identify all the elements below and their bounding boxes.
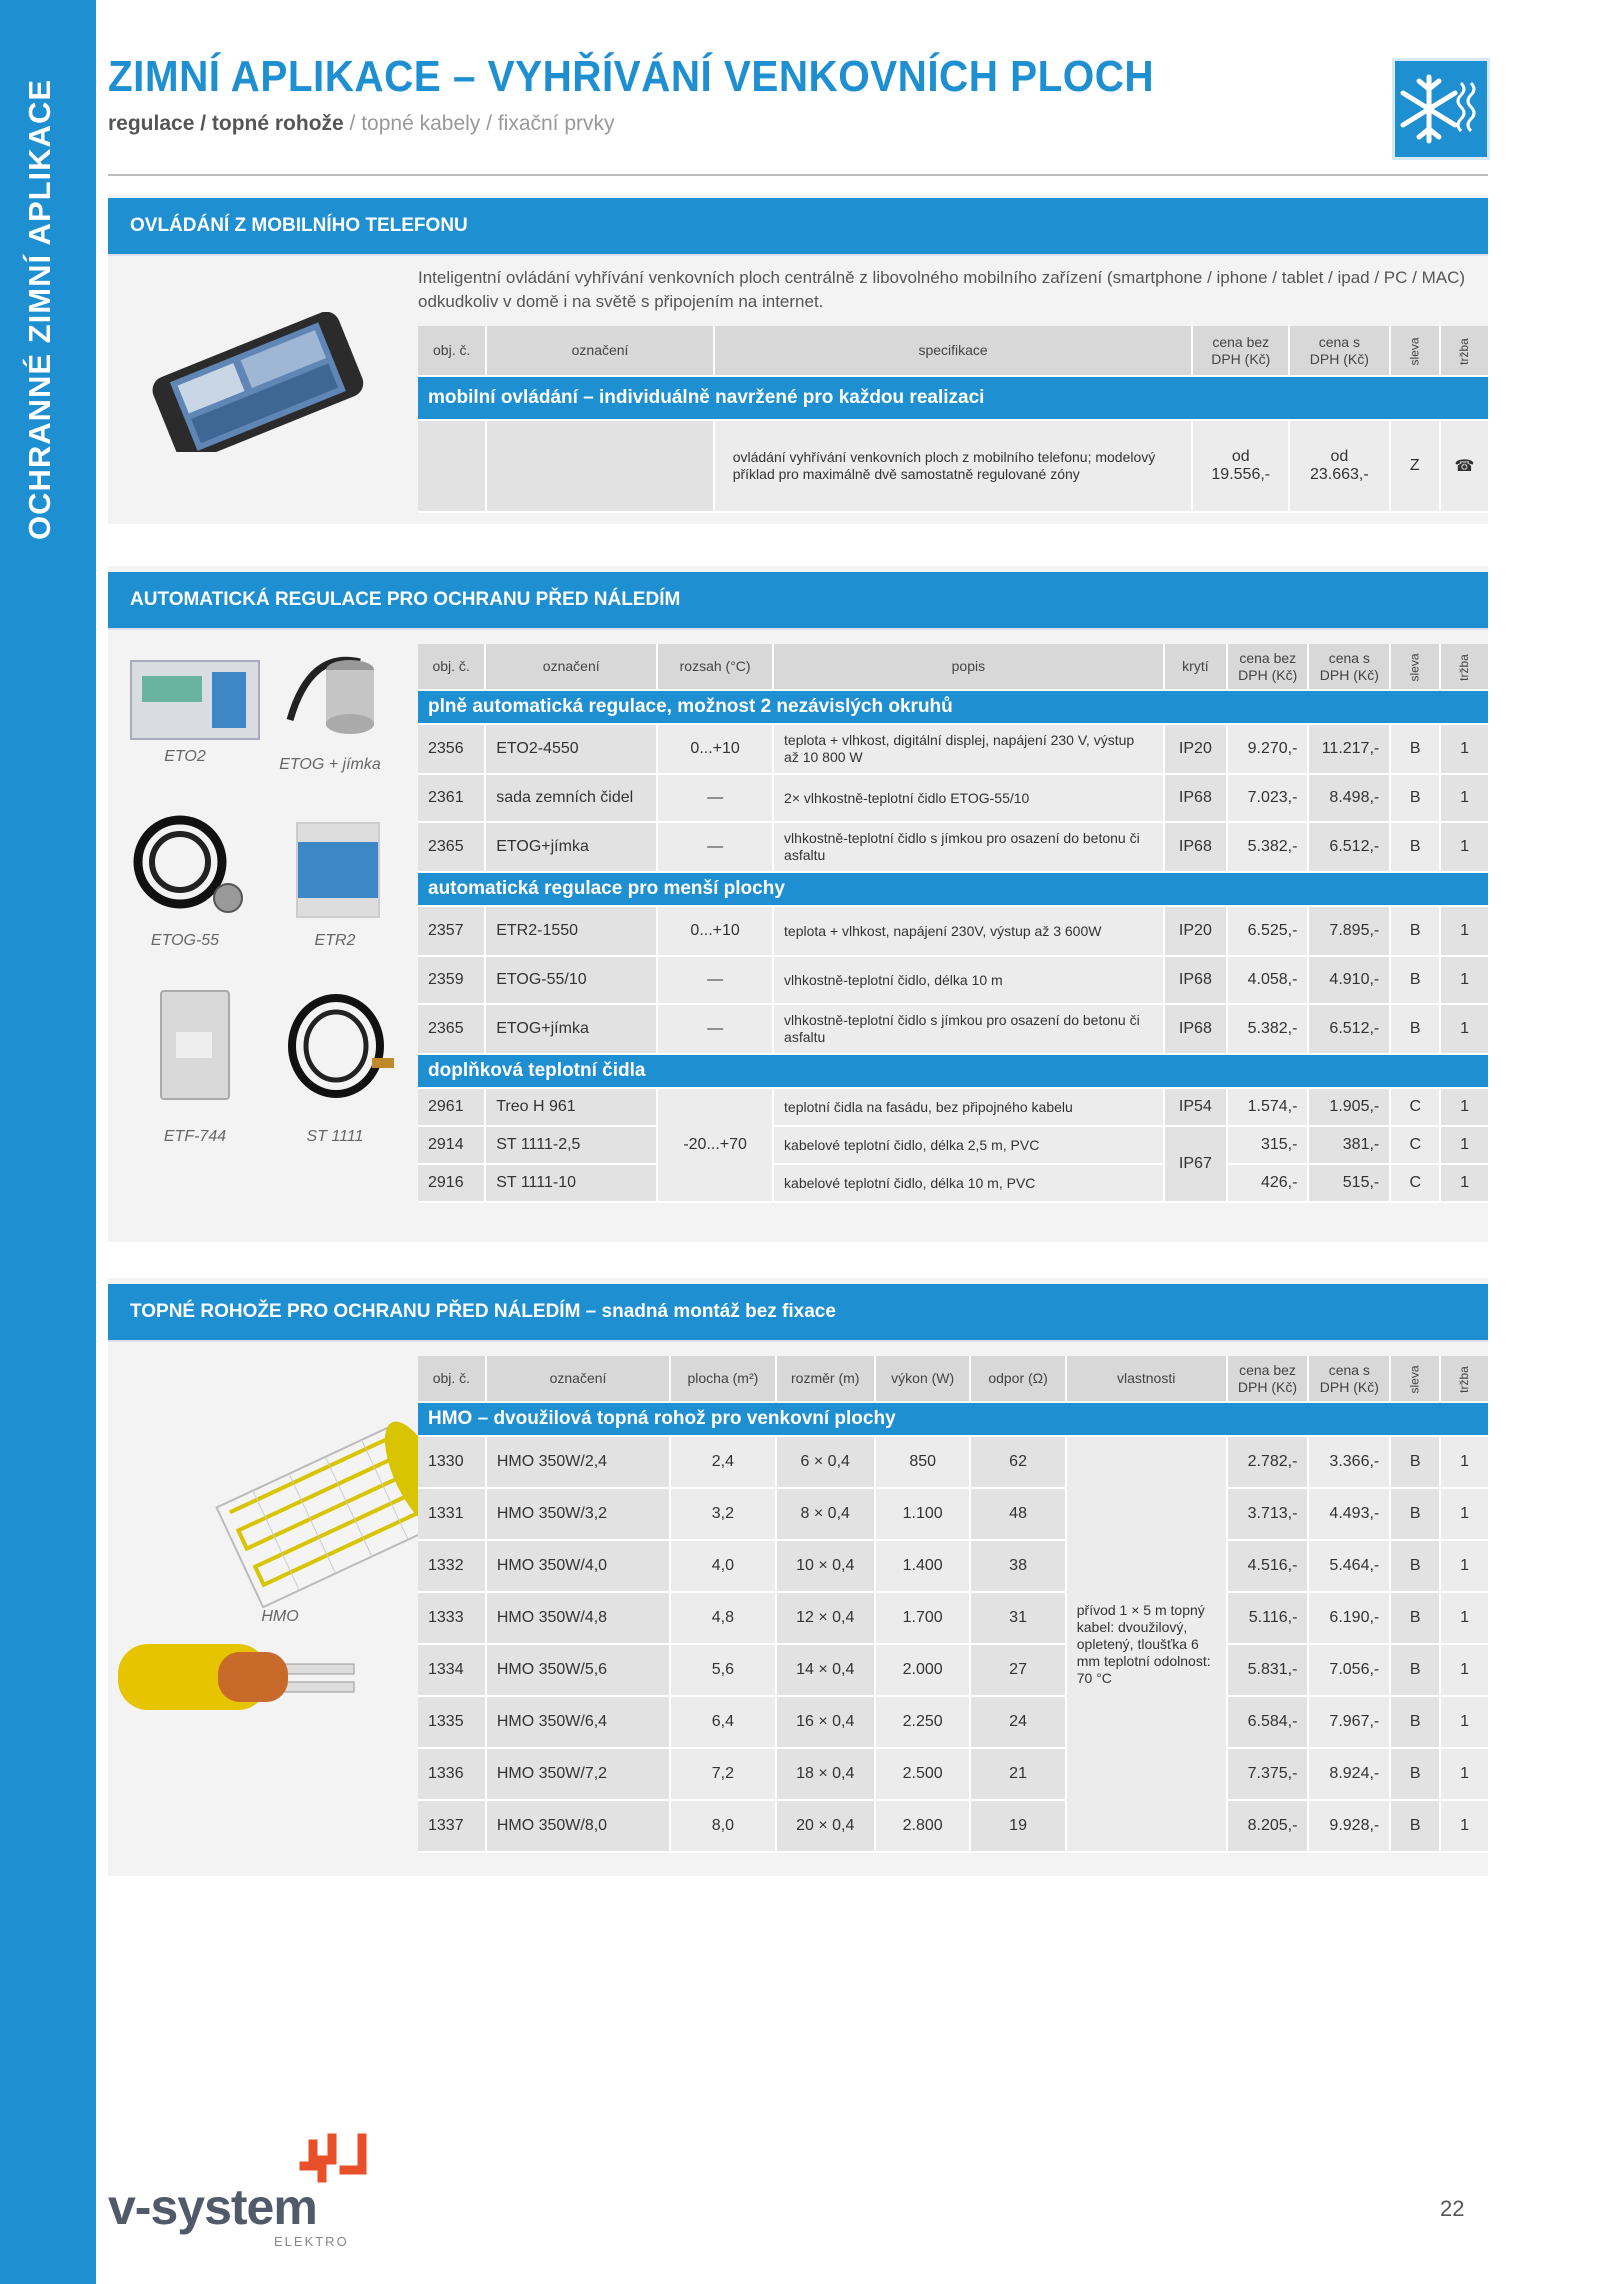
table-row: ovládání vyhřívání venkovních ploch z mobilního telefonu; modelový příklad pro maximálně dvě samostatně regulované zóny od 19.556,- od 23.663,- Z ☎: [418, 420, 1489, 512]
product-label: ETOG + jímka: [279, 756, 381, 773]
product-label: HMO: [261, 1608, 299, 1625]
etr2-image: [296, 822, 380, 918]
table-group-row: automatická regulace pro menší plochy: [418, 872, 1489, 906]
table-row: 2961 Treo H 961 -20...+70 teplotní čidla na fasádu, bez připojného kabelu IP54 1.574,- 1.905,- C 1: [418, 1088, 1489, 1126]
table-row: 1330 HMO 350W/2,4 2,4 6 × 0,4 850 62 přívod 1 × 5 m topný kabel: dvoužilový, opletený, tloušťka 6 mm teplotní odolnost: 70 °C 2.782,- 3.366,- B 1: [418, 1436, 1489, 1488]
table-row: 2359 ETOG-55/10 — vlhkostně-teplotní čidlo, délka 10 m IP68 4.058,- 4.910,- B 1: [418, 956, 1489, 1004]
product-label: ST 1111: [306, 1128, 364, 1145]
mats-table: [418, 1356, 1490, 1853]
page-number: 22: [1440, 2196, 1465, 2221]
st-1111-image: [280, 988, 400, 1104]
product-label: ETOG-55: [150, 932, 220, 949]
table-row: 1333 HMO 350W/4,8 4,8 12 × 0,4 1.700 31 5.116,- 6.190,- B 1: [418, 1592, 1489, 1644]
section-header-regulation: AUTOMATICKÁ REGULACE PRO OCHRANU PŘED NÁLEDÍM: [108, 572, 1488, 628]
sidebar-label: OCHRANNÉ ZIMNÍ APLIKACE: [22, 78, 57, 540]
table-header: obj. č. označení specifikace cena bez DPH (Kč) cena s DPH (Kč) sleva tržba: [418, 326, 1489, 376]
table-header: obj. č. označení rozsah (°C) popis krytí cena bez DPH (Kč) cena s DPH (Kč) sleva tržba: [418, 644, 1489, 690]
smartphone-image: [146, 312, 366, 452]
snowflake-heating-icon: [1392, 58, 1490, 160]
product-label: ETF-744: [163, 1128, 227, 1145]
section-header-mats: TOPNÉ ROHOŽE PRO OCHRANU PŘED NÁLEDÍM – snadná montáž bez fixace: [108, 1284, 1488, 1340]
etf-744-image: [160, 990, 230, 1100]
table-row: 2357 ETR2-1550 0...+10 teplota + vlhkost, napájení 230V, výstup až 3 600W IP20 6.525,- 7.895,- B 1: [418, 906, 1489, 956]
brand-name: v-system: [108, 2179, 317, 2235]
heating-cable-image: [118, 1634, 358, 1720]
page-subtitle: regulace / topné rohože / topné kabely / fixační prvky: [108, 112, 615, 135]
table-row: 2365 ETOG+jímka — vlhkostně-teplotní čidlo s jímkou pro osazení do betonu či asfaltu IP68 5.382,- 6.512,- B 1: [418, 822, 1489, 872]
table-row: 1335 HMO 350W/6,4 6,4 16 × 0,4 2.250 24 6.584,- 7.967,- B 1: [418, 1696, 1489, 1748]
mobile-table: [418, 326, 1490, 513]
table-group-row: mobilní ovládání – individuálně navržené pro každou realizaci: [418, 376, 1489, 420]
eto2-image: [130, 660, 260, 740]
table-group-row: plně automatická regulace, možnost 2 nezávislých okruhů: [418, 690, 1489, 724]
etog-55-image: [128, 810, 248, 920]
table-row: 2365 ETOG+jímka — vlhkostně-teplotní čidlo s jímkou pro osazení do betonu či asfaltu IP68 5.382,- 6.512,- B 1: [418, 1004, 1489, 1054]
table-row: 1337 HMO 350W/8,0 8,0 20 × 0,4 2.800 19 8.205,- 9.928,- B 1: [418, 1800, 1489, 1852]
table-group-row: doplňková teplotní čidla: [418, 1054, 1489, 1088]
etog-jimka-image: [280, 650, 390, 750]
table-row: 2356 ETO2-4550 0...+10 teplota + vlhkost, digitální displej, napájení 230 V, výstup až 10 800 W IP20 9.270,- 11.217,- B 1: [418, 724, 1489, 774]
mobile-intro-text: Inteligentní ovládání vyhřívání venkovních ploch centrálně z libovolného mobilního zařízení (smartphone / iphone / tablet / ipad / PC / MAC) odkudkoliv v domě i na světě s připojením na internet.: [418, 268, 1466, 311]
phone-icon: ☎: [1440, 420, 1489, 512]
header-divider: [108, 174, 1488, 176]
table-row: 1334 HMO 350W/5,6 5,6 14 × 0,4 2.000 27 5.831,- 7.056,- B 1: [418, 1644, 1489, 1696]
table-row: 1331 HMO 350W/3,2 3,2 8 × 0,4 1.100 48 3.713,- 4.493,- B 1: [418, 1488, 1489, 1540]
table-row: 2361 sada zemních čidel — 2× vlhkostně-teplotní čidlo ETOG-55/10 IP68 7.023,- 8.498,- B 1: [418, 774, 1489, 822]
table-row: 2916 ST 1111-10 kabelové teplotní čidlo, délka 10 m, PVC 426,- 515,- C 1: [418, 1164, 1489, 1202]
regulation-table: [418, 644, 1490, 1203]
page-title: ZIMNÍ APLIKACE – VYHŘÍVÁNÍ VENKOVNÍCH PLOCH: [108, 52, 1155, 101]
section-header-mobile: OVLÁDÁNÍ Z MOBILNÍHO TELEFONU: [108, 198, 1488, 254]
table-group-row: HMO – dvoužilová topná rohož pro venkovní plochy: [418, 1402, 1489, 1436]
brand-subtitle: ELEKTRO: [274, 2234, 349, 2249]
brand-logo: [108, 2126, 398, 2249]
product-label: ETO2: [164, 748, 206, 765]
product-label: ETR2: [314, 932, 356, 949]
table-row: 1332 HMO 350W/4,0 4,0 10 × 0,4 1.400 38 4.516,- 5.464,- B 1: [418, 1540, 1489, 1592]
table-row: 2914 ST 1111-2,5 kabelové teplotní čidlo, délka 2,5 m, PVC IP67 315,- 381,- C 1: [418, 1126, 1489, 1164]
table-header: obj. č. označení plocha (m²) rozměr (m) výkon (W) odpor (Ω) vlastnosti cena bez DPH (Kč) cena s DPH (Kč) sleva tržba: [418, 1356, 1489, 1402]
table-row: 1336 HMO 350W/7,2 7,2 18 × 0,4 2.500 21 7.375,- 8.924,- B 1: [418, 1748, 1489, 1800]
